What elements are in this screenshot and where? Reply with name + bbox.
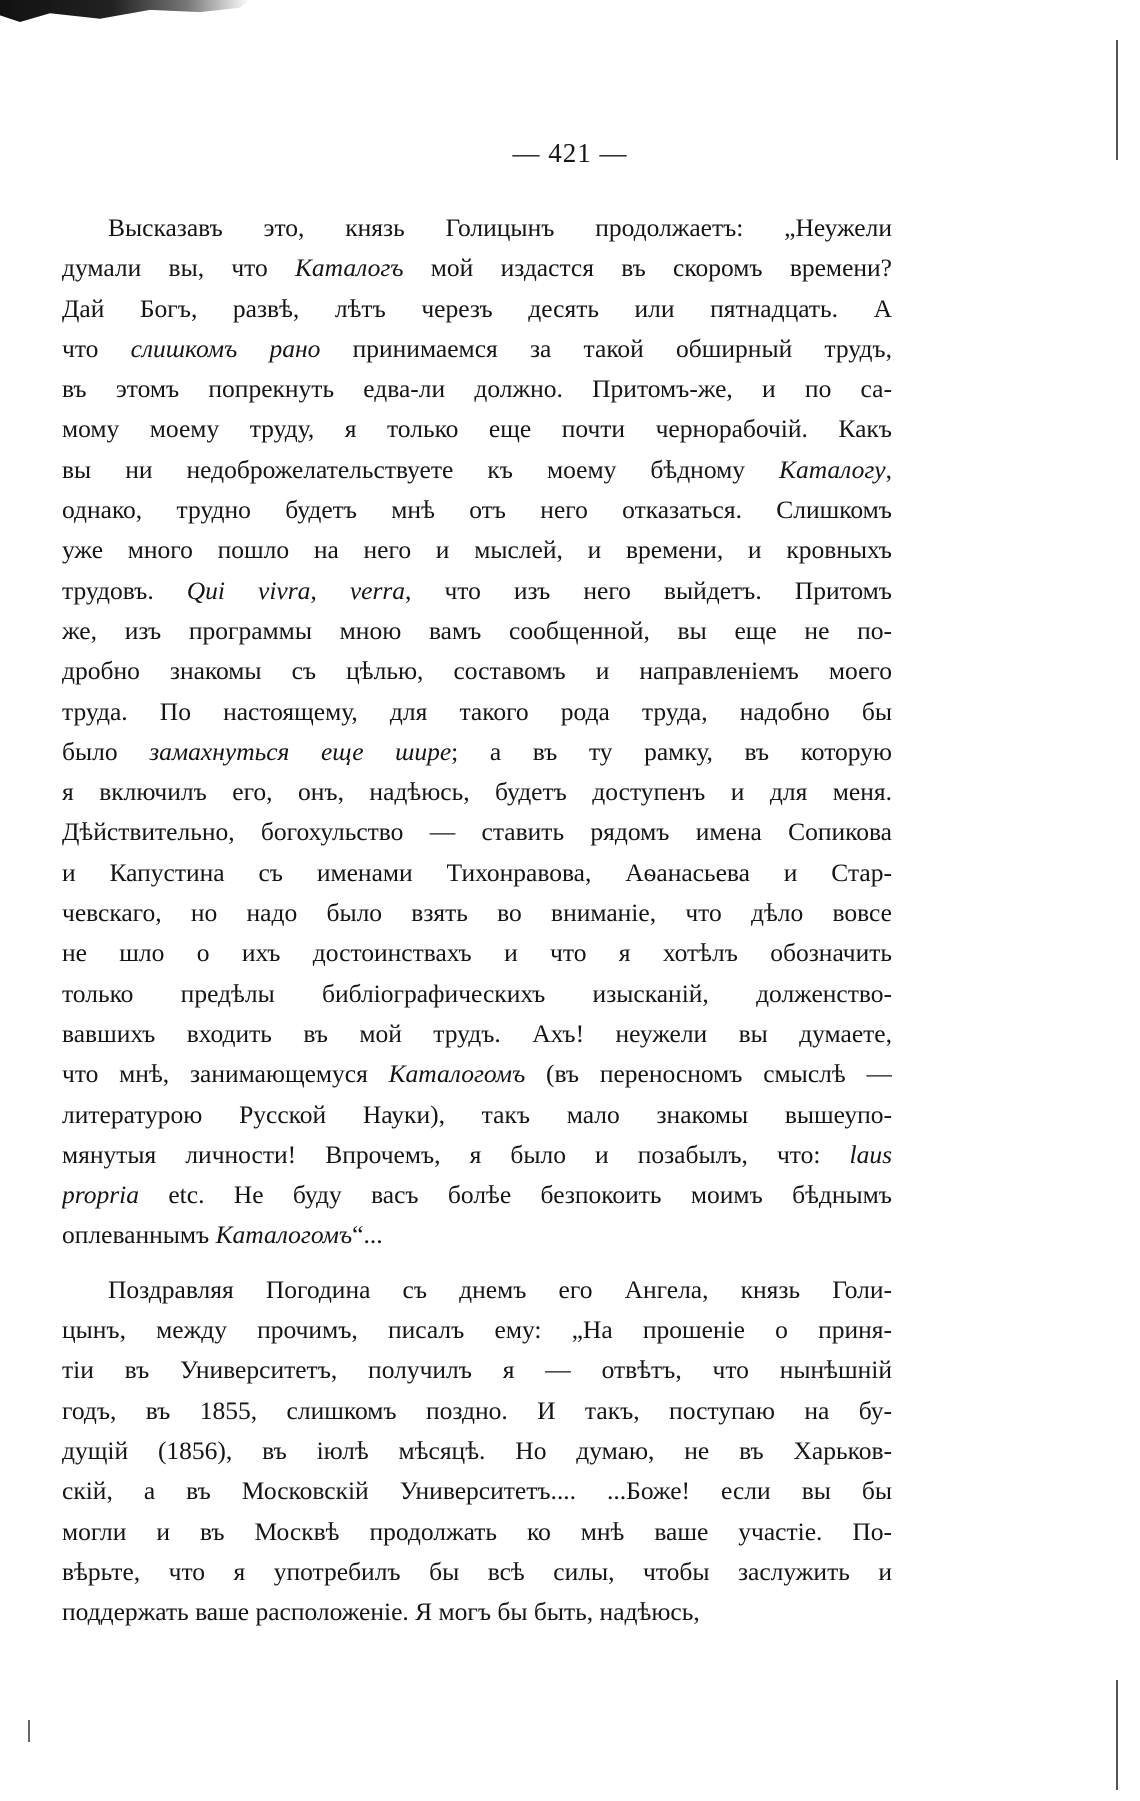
text-line: могли и въ Москвѣ продолжать ко мнѣ ваше участіе. По- bbox=[62, 1516, 892, 1546]
paragraph-gap bbox=[62, 1256, 892, 1270]
text-line: уже много пошло на него и мыслей, и времени, и кровныхъ bbox=[62, 535, 892, 565]
text-line: въ этомъ попрекнуть едва-ли должно. Притомъ-же, и по са- bbox=[62, 374, 892, 404]
italic-text: слишкомъ рано bbox=[130, 333, 321, 363]
text-line: дробно знакомы съ цѣлью, составомъ и направленіемъ моего bbox=[62, 656, 892, 686]
italic-text: Каталогомъ bbox=[215, 1220, 353, 1250]
text-line: что слишкомъ рано принимаемся за такой обширный трудъ, bbox=[62, 333, 892, 363]
text-line: propria etc. Не буду васъ болѣе безпокоить моимъ бѣднымъ bbox=[62, 1180, 892, 1210]
text-line: Дай Богъ, развѣ, лѣтъ черезъ десять или пятнадцать. А bbox=[62, 293, 892, 323]
text-line: мянутыя личности! Впрочемъ, я было и позабылъ, что: laus bbox=[62, 1139, 892, 1169]
italic-text: propria bbox=[62, 1180, 139, 1210]
text-line: поддержать ваше расположеніе. Я могъ бы быть, надѣюсь, bbox=[62, 1597, 700, 1627]
text-line: годъ, въ 1855, слишкомъ поздно. И такъ, поступаю на бу- bbox=[62, 1395, 892, 1425]
text-line: и Капустина съ именами Тихонравова, Аѳанасьева и Стар- bbox=[62, 857, 892, 887]
text-line: Высказавъ это, князь Голицынъ продолжаетъ: „Неужели bbox=[108, 213, 892, 242]
paragraph bbox=[62, 208, 892, 1256]
text-line: однако, трудно будетъ мнѣ отъ него отказаться. Слишкомъ bbox=[62, 495, 892, 525]
text-line: вѣрьте, что я употребилъ бы всѣ силы, чтобы заслужить и bbox=[62, 1556, 892, 1586]
text-line: труда. По настоящему, для такого рода труда, надобно бы bbox=[62, 696, 892, 726]
scan-edge-line bbox=[1116, 1680, 1118, 1790]
text-line: цынъ, между прочимъ, писалъ ему: „На прошеніе о приня- bbox=[62, 1315, 892, 1345]
text-line: только предѣлы библіографическихъ изысканій, долженство- bbox=[62, 978, 892, 1008]
text-line: же, изъ программы мною вамъ сообщенной, вы еще не по- bbox=[62, 615, 892, 645]
text-line: трудовъ. Qui vivra, verra, что изъ него выйдетъ. Притомъ bbox=[62, 575, 892, 605]
scan-artifact bbox=[0, 0, 250, 22]
text-line: Дѣйствительно, богохульство — ставить рядомъ имена Сопикова bbox=[62, 817, 892, 847]
text-line: вавшихъ входить въ мой трудъ. Ахъ! неужели вы думаете, bbox=[62, 1018, 892, 1048]
scan-edge-line bbox=[28, 1720, 30, 1742]
text-line: Поздравляя Погодина съ днемъ его Ангела, князь Голи- bbox=[108, 1274, 892, 1304]
text-line: тіи въ Университетъ, получилъ я — отвѣтъ, что нынѣшній bbox=[62, 1355, 892, 1385]
italic-text: Каталогомъ bbox=[388, 1059, 526, 1089]
text-line: мому моему труду, я только еще почти чернорабочій. Какъ bbox=[62, 414, 892, 444]
italic-text: Qui vivra, verra bbox=[186, 575, 406, 605]
text-line: не шло о ихъ достоинствахъ и что я хотѣлъ обозначить bbox=[62, 938, 892, 968]
text-line: оплеваннымъ Каталогомъ“... bbox=[62, 1220, 383, 1250]
italic-text: замахнуться еще шире bbox=[149, 736, 452, 766]
text-line: чевскаго, но надо было взять во вниманіе, что дѣло вовсе bbox=[62, 898, 892, 928]
text-line: что мнѣ, занимающемуся Каталогомъ (въ переносномъ смыслѣ — bbox=[62, 1059, 892, 1089]
text-line: я включилъ его, онъ, надѣюсь, будетъ доступенъ и для меня. bbox=[62, 777, 892, 807]
text-line: было замахнуться еще шире; а въ ту рамку, въ которую bbox=[62, 736, 892, 766]
body-text bbox=[62, 208, 892, 1632]
text-line: литературою Русской Науки), такъ мало знакомы вышеупо- bbox=[62, 1099, 892, 1129]
italic-text: Каталогу bbox=[779, 454, 886, 484]
italic-text: laus bbox=[849, 1139, 892, 1169]
text-line: думали вы, что Каталогъ мой издастся въ скоромъ времени? bbox=[62, 253, 892, 283]
italic-text: Каталогъ bbox=[294, 253, 404, 283]
text-line: скій, а въ Московскій Университетъ.... ...Боже! если вы бы bbox=[62, 1476, 892, 1506]
text-line: вы ни недоброжелательствуете къ моему бѣдному Каталогу, bbox=[62, 454, 892, 484]
text-line: дущій (1856), въ іюлѣ мѣсяцѣ. Но думаю, не въ Харьков- bbox=[62, 1435, 892, 1465]
paragraph bbox=[62, 1270, 892, 1633]
page-number: — 421 — bbox=[512, 138, 628, 168]
